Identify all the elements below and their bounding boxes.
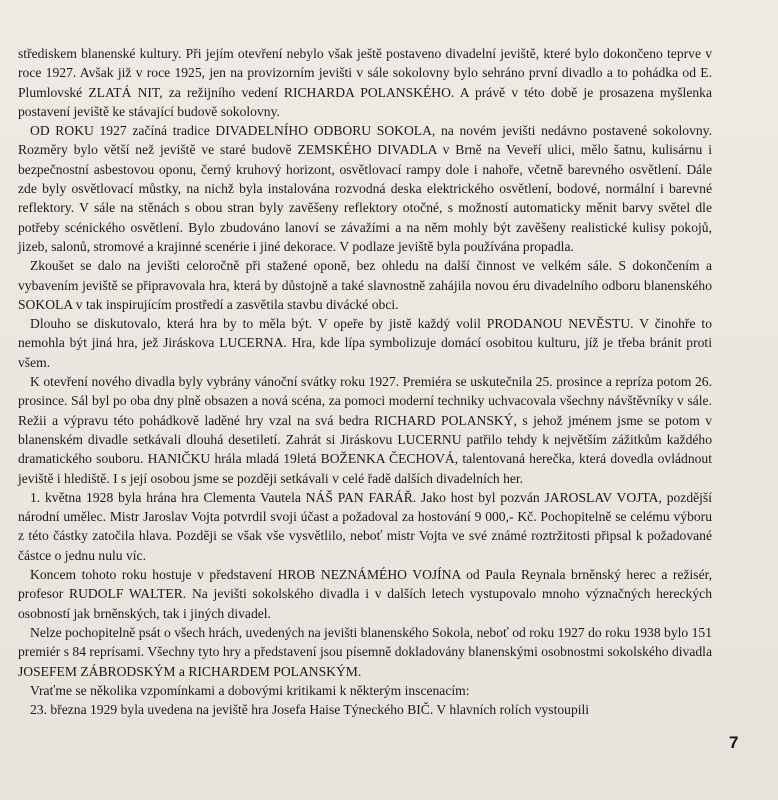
paragraph-10: 23. března 1929 byla uvedena na jeviště hra Josefa Haise Týneckého BIČ. V hlavních rolích vystoupili — [30, 702, 590, 718]
paragraph-4: Dlouho se diskutovalo, která hra by to měla být. V opeře by jistě každý volil PRODANOU NEVĚSTU. V činohře to nemohla být jiná hra, jež Jiráskova LUCERNA. Hra, kde lípa symbolizuje domácí osobitou kulturu, jíž je třeba bránit proti všem. — [18, 316, 712, 370]
page-number: 7 — [729, 733, 739, 752]
paragraph-8: Nelze pochopitelně psát o všech hrách, uvedených na jevišti blanenského Sokola, neboť od roku 1927 do roku 1938 bylo 151 premiér s 84 reprísami. Všechny tyto hry a představení jsou písemně dokladovány blanenskými osobnostmi sokolského divadla JOSEFEM ZÁBRODSKÝM a RICHARDEM POLANSKÝM. — [18, 624, 712, 679]
paragraph-5: K otevření nového divadla byly vybrány vánoční svátky roku 1927. Premiéra se uskutečnila 25. prosince a repríza potom 26. prosince. Sál byl po oba dny plně obsazen a nová scéna, za pomoci moderní techniky uchvacovala všechny návštěvníky v sále. Režii a výpravu této pohádkově laděné hry vzal na svá bedra RICHARD POLANSKÝ, s jehož jménem jsme se potom v blanenském divadle setkávali dlouhá desetiletí. Zahrát si Jiráskovu LUCERNU patřilo tehdy k největším zážitkům každého dramatického souboru. HANIČKU hrála mladá 19letá BOŽENKA ČECHOVÁ, talentovaná herečka, která dovedla ovládnout jeviště i hlediště. I s její osobou jsme se později setkávali v celé řadě dalších divadelních her. — [18, 374, 712, 486]
body-text — [18, 44, 712, 719]
paragraph-3: Zkoušet se dalo na jevišti celoročně při stažené oponě, bez ohledu na další činnost ve velkém sále. S dokončením a vybavením jeviště se připravovala hra, která by důstojně a také slavnostně zahájila novou éru divadelního odboru blanenského SOKOLA v tak inspirujícím prostředí a zasvětila stavbu divácké obci. — [18, 258, 712, 312]
paragraph-6: 1. května 1928 byla hrána hra Clementa Vautela NÁŠ PAN FARÁŘ. Jako host byl pozván JAROSLAV VOJTA, pozdější národní umělec. Mistr Jaroslav Vojta potvrdil svoji účast a požadoval za hostování 9 000,- Kč. Pochopitelně se celému výboru z této částky zatočila hlava. Později se však vše vysvětlilo, neboť mistr Vojta ve své známé roztržitosti připsal k požadované částce o jednu nulu víc. — [18, 489, 712, 563]
paragraph-1: střediskem blanenské kultury. Při jejím otevření nebylo však ještě postaveno divadelní jeviště, které bylo dokončeno teprve v roce 1927. Avšak již v roce 1925, jen na provizorním jevišti v sále sokolovny bylo sehráno první divadlo a to pohádka od E. Plumlovské ZLATÁ NIT, za režijního vedení RICHARDA POLANSKÉHO. A právě v této době je prosazena myšlenka postavení jeviště ke stávající budově sokolovny. — [18, 46, 712, 119]
paragraph-7: Koncem tohoto roku hostuje v představení HROB NEZNÁMÉHO VOJÍNA od Paula Reynala brněnský herec a režisér, profesor RUDOLF WALTER. Na jevišti sokolského divadla i v dalších letech vystupovalo mnoho význačných hereckých osobností jak brněnských, tak i jiných divadel. — [18, 567, 712, 621]
paragraph-2: OD ROKU 1927 začíná tradice DIVADELNÍHO ODBORU SOKOLA, na novém jevišti nedávno postavené sokolovny. Rozměry bylo větší než jeviště ve staré budově ZEMSKÉHO DIVADLA v Brně na Veveří ulici, mělo šatnu, kulisárnu i bezpečnostní asbestovou oponu, černý kruhový horizont, osvětlovací rampy dole i nahoře, včetně barevného osvětlení. Dále zde byly osvětlovací můstky, na nichž byla instalována rozvodná deska elektrického osvětlení, bodové, normální i barevné reflektory. V sále na stěnách s obou stran byly zavěšeny reflektory otočné, s možností automaticky měnit barvy světel dle potřeby scénického osvětlení. Bylo zbudováno lanoví se závažími a na něm mohly být zavěšeny realistické kulisy pokojů, jizeb, salonů, stromové a krajinné scenérie i jiné dekorace. V podlaze jeviště byla používána propadla. — [18, 123, 712, 254]
paragraph-9: Vraťme se několika vzpomínkami a dobovými kritikami k některým inscenacím: — [30, 682, 470, 698]
